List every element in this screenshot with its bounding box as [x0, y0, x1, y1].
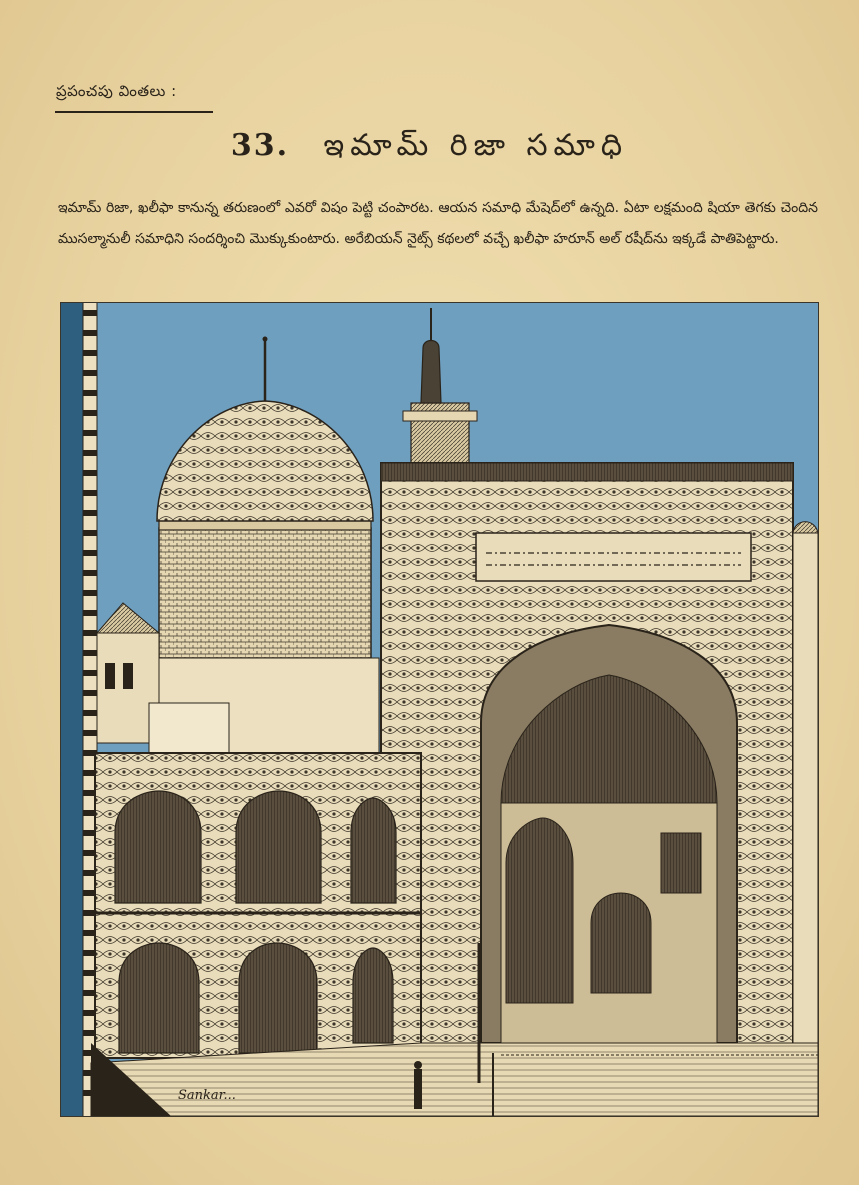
article-title [0, 128, 859, 170]
shrine-drawing [61, 303, 818, 1116]
left-border-band [61, 303, 83, 1116]
shrine-illustration [60, 302, 819, 1117]
inner-door [506, 818, 573, 1003]
artist-signature: Sankar... [178, 1088, 236, 1103]
series-label: ప్రపంచపు వింతలు : [56, 82, 177, 100]
right-building [793, 533, 818, 1053]
article-title-text: ఇమామ్ రిజా సమాధి [323, 128, 629, 163]
inner-door-small [591, 893, 651, 993]
article-body: ఇమామ్ రిజా, ఖలీఫా కానున్న తరుణంలో ఎవరో విషం పెట్టి చంపారట. ఆయన సమాధి మేషెద్‌లో ఉన్నది. ఏటా లక్షమంది షియా తెగకు చెందిన ముసల్మానులీ సమాధిని సందర్శించి మొక్కుకుంటారు. అరేబియన్ నైట్స్ కథలలో వచ్చే ఖలీఫా హరూన్ అల్ రషీద్‌ను ఇక్కడే పాతిపెట్టారు. [58, 200, 818, 247]
minaret-shaft [421, 341, 441, 404]
series-underline [55, 111, 213, 113]
portal-top-band [381, 463, 793, 481]
inscription-panel [476, 533, 751, 581]
dome-drum [159, 528, 371, 658]
article-number: 33. [230, 128, 290, 163]
